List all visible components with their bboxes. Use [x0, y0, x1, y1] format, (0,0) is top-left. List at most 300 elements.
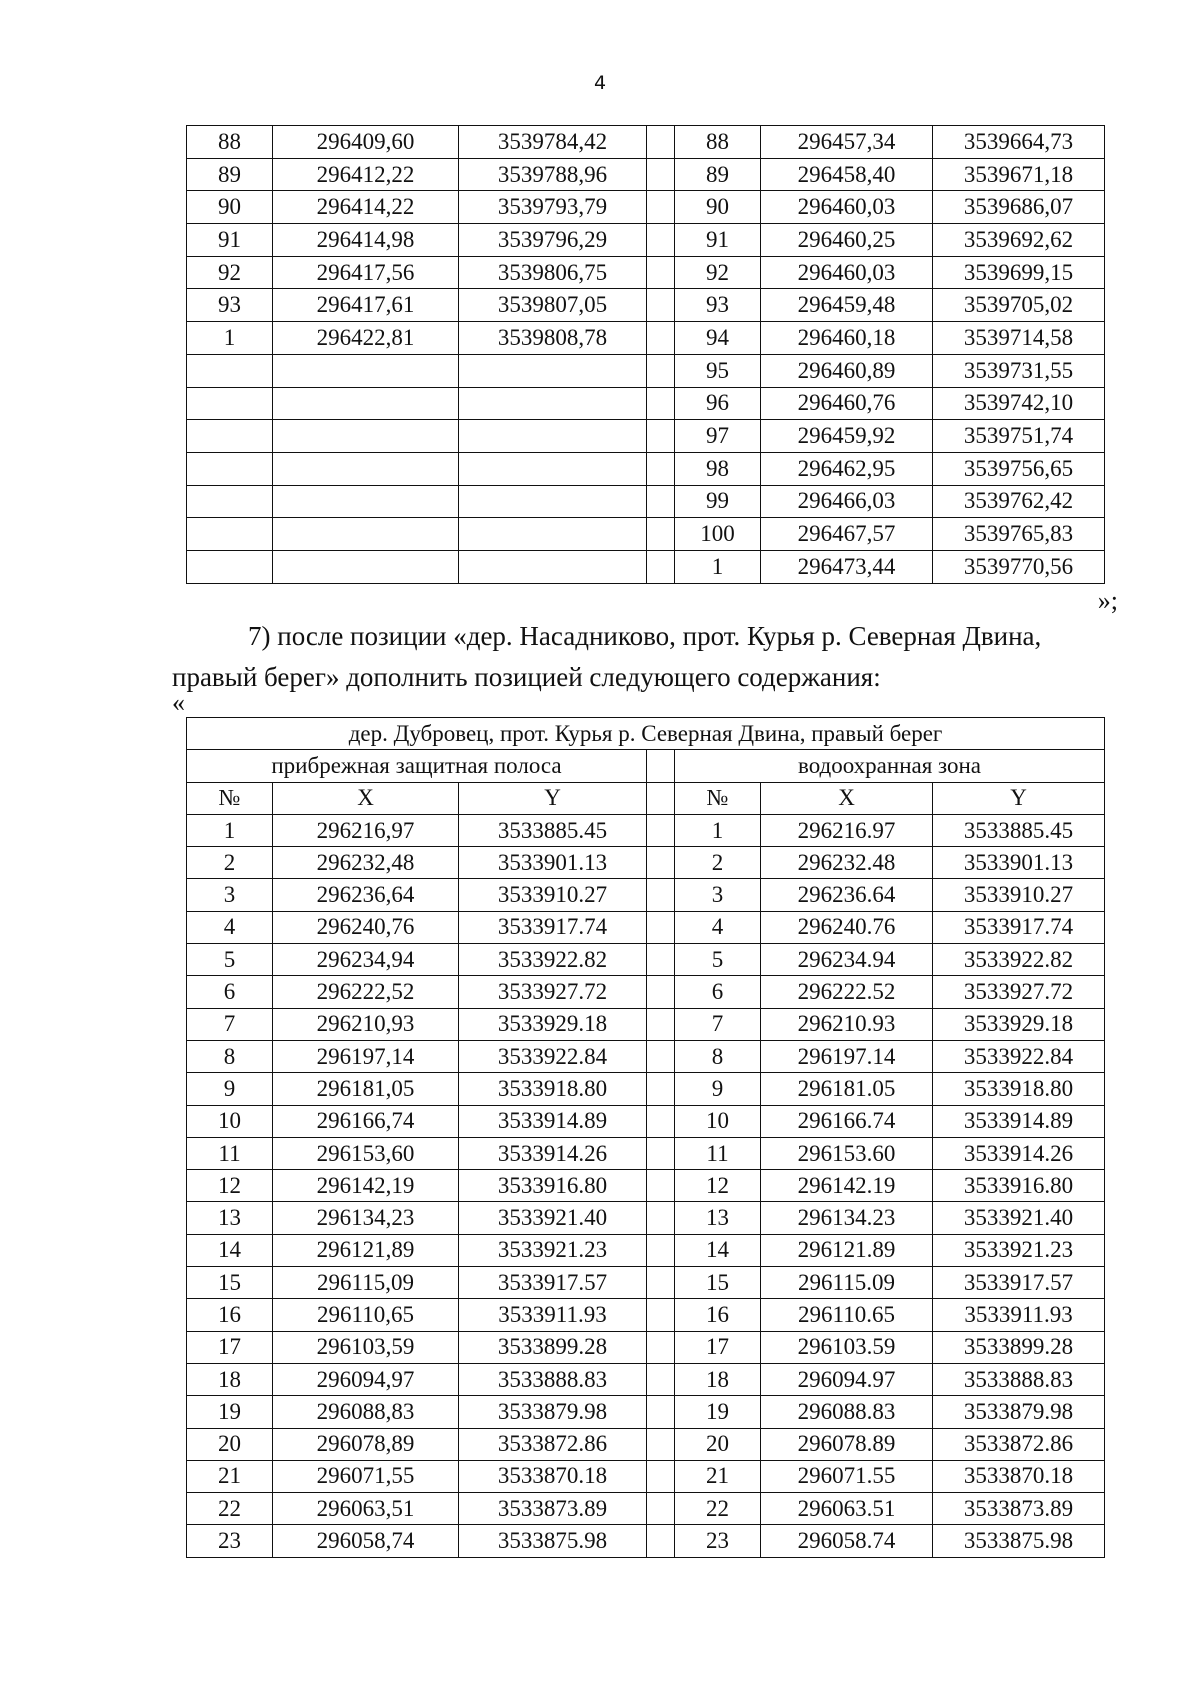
x-coordinate-cell: 296460,03	[761, 256, 933, 289]
table-row	[187, 976, 1105, 1008]
y-coordinate-cell: 3533927.72	[933, 976, 1105, 1008]
gap-cell	[647, 976, 675, 1008]
y-coordinate-cell: 3533885.45	[459, 814, 647, 846]
x-coordinate-cell: 296063.51	[761, 1493, 933, 1525]
x-coordinate-cell: 296094,97	[273, 1363, 459, 1395]
point-number-cell: 6	[675, 976, 761, 1008]
y-coordinate-cell	[459, 354, 647, 387]
x-coordinate-cell: 296460,89	[761, 354, 933, 387]
x-coordinate-cell: 296232.48	[761, 847, 933, 879]
y-coordinate-cell	[459, 387, 647, 420]
point-number-cell: 2	[675, 847, 761, 879]
y-coordinate-cell: 3533911.93	[933, 1299, 1105, 1331]
gap-cell	[647, 1299, 675, 1331]
x-coordinate-cell: 296166.74	[761, 1105, 933, 1137]
table-row	[187, 1428, 1105, 1460]
table-row	[187, 1137, 1105, 1169]
x-coordinate-cell: 296412,22	[273, 158, 459, 191]
gap-cell	[647, 1363, 675, 1395]
y-coordinate-cell: 3533888.83	[933, 1363, 1105, 1395]
y-coordinate-cell: 3533879.98	[933, 1396, 1105, 1428]
y-coordinate-cell	[459, 550, 647, 583]
x-coordinate-cell: 296417,56	[273, 256, 459, 289]
point-number-cell: 90	[675, 191, 761, 224]
point-number-cell: 22	[187, 1493, 273, 1525]
y-coordinate-cell: 3539756,65	[933, 452, 1105, 485]
gap-cell	[647, 322, 675, 355]
y-coordinate-cell: 3539714,58	[933, 322, 1105, 355]
point-number-cell: 11	[675, 1137, 761, 1169]
point-number-cell	[187, 387, 273, 420]
x-coordinate-cell: 296216.97	[761, 814, 933, 846]
gap-cell	[647, 485, 675, 518]
table-row	[187, 1493, 1105, 1525]
point-number-cell: 96	[675, 387, 761, 420]
gap-cell	[647, 847, 675, 879]
gap-cell	[647, 879, 675, 911]
coastal-strip-heading: прибрежная защитная полоса	[187, 750, 647, 782]
y-coordinate-cell: 3533872.86	[459, 1428, 647, 1460]
point-number-cell: 95	[675, 354, 761, 387]
point-number-cell: 88	[675, 126, 761, 159]
x-coordinate-cell: 296460,76	[761, 387, 933, 420]
x-coordinate-cell	[273, 452, 459, 485]
gap-cell	[647, 1331, 675, 1363]
x-coordinate-cell: 296422,81	[273, 322, 459, 355]
x-coordinate-cell: 296467,57	[761, 518, 933, 551]
x-coordinate-cell: 296142,19	[273, 1170, 459, 1202]
y-coordinate-cell: 3539731,55	[933, 354, 1105, 387]
x-coordinate-cell: 296121,89	[273, 1234, 459, 1266]
table-row	[187, 1331, 1105, 1363]
point-number-cell: 19	[675, 1396, 761, 1428]
x-coordinate-cell: 296071.55	[761, 1460, 933, 1492]
point-number-cell: 89	[187, 158, 273, 191]
table-row	[187, 550, 1105, 583]
y-coordinate-cell: 3533917.57	[459, 1267, 647, 1299]
x-coordinate-cell: 296078.89	[761, 1428, 933, 1460]
point-number-cell: 91	[187, 224, 273, 257]
x-coordinate-cell: 296460,03	[761, 191, 933, 224]
water-protection-zone-heading: водоохранная зона	[675, 750, 1105, 782]
y-coordinate-cell: 3539699,15	[933, 256, 1105, 289]
x-coordinate-cell: 296462,95	[761, 452, 933, 485]
point-number-cell: 91	[675, 224, 761, 257]
col-x-header: X	[273, 782, 459, 814]
table-row	[187, 289, 1105, 322]
x-coordinate-cell: 296236,64	[273, 879, 459, 911]
x-coordinate-cell: 296414,98	[273, 224, 459, 257]
y-coordinate-cell: 3533870.18	[933, 1460, 1105, 1492]
point-number-cell: 13	[675, 1202, 761, 1234]
y-coordinate-cell: 3533873.89	[459, 1493, 647, 1525]
y-coordinate-cell: 3539806,75	[459, 256, 647, 289]
x-coordinate-cell: 296110.65	[761, 1299, 933, 1331]
x-coordinate-cell: 296457,34	[761, 126, 933, 159]
point-number-cell: 9	[675, 1073, 761, 1105]
x-coordinate-cell: 296110,65	[273, 1299, 459, 1331]
point-number-cell: 5	[187, 944, 273, 976]
point-number-cell: 4	[675, 911, 761, 943]
point-number-cell: 7	[675, 1008, 761, 1040]
point-number-cell: 99	[675, 485, 761, 518]
x-coordinate-cell: 296409,60	[273, 126, 459, 159]
y-coordinate-cell: 3533870.18	[459, 1460, 647, 1492]
gap-cell	[647, 126, 675, 159]
point-number-cell: 7	[187, 1008, 273, 1040]
y-coordinate-cell	[459, 420, 647, 453]
point-number-cell: 21	[187, 1460, 273, 1492]
table-row	[187, 879, 1105, 911]
point-number-cell	[187, 485, 273, 518]
point-number-cell: 15	[187, 1267, 273, 1299]
x-coordinate-cell	[273, 387, 459, 420]
closing-quote: »;	[1097, 586, 1118, 615]
x-coordinate-cell: 296414,22	[273, 191, 459, 224]
x-coordinate-cell: 296103,59	[273, 1331, 459, 1363]
x-coordinate-cell: 296094.97	[761, 1363, 933, 1395]
gap-cell	[647, 1040, 675, 1072]
x-coordinate-cell: 296181.05	[761, 1073, 933, 1105]
x-coordinate-cell: 296058,74	[273, 1525, 459, 1557]
point-number-cell: 22	[675, 1493, 761, 1525]
point-number-cell: 20	[675, 1428, 761, 1460]
point-number-cell: 17	[187, 1331, 273, 1363]
x-coordinate-cell	[273, 354, 459, 387]
y-coordinate-cell: 3533917.74	[933, 911, 1105, 943]
table-row	[187, 1396, 1105, 1428]
y-coordinate-cell: 3533922.82	[933, 944, 1105, 976]
point-number-cell: 6	[187, 976, 273, 1008]
point-number-cell: 94	[675, 322, 761, 355]
gap-cell	[647, 158, 675, 191]
y-coordinate-cell: 3539807,05	[459, 289, 647, 322]
y-coordinate-cell: 3533888.83	[459, 1363, 647, 1395]
opening-quote: «	[172, 688, 185, 717]
y-coordinate-cell: 3533917.57	[933, 1267, 1105, 1299]
point-number-cell: 18	[675, 1363, 761, 1395]
x-coordinate-cell: 296115.09	[761, 1267, 933, 1299]
y-coordinate-cell: 3533873.89	[933, 1493, 1105, 1525]
point-number-cell: 16	[675, 1299, 761, 1331]
x-coordinate-cell: 296210,93	[273, 1008, 459, 1040]
x-coordinate-cell: 296181,05	[273, 1073, 459, 1105]
x-coordinate-cell: 296240.76	[761, 911, 933, 943]
gap-cell	[647, 1493, 675, 1525]
y-coordinate-cell: 3539788,96	[459, 158, 647, 191]
x-coordinate-cell	[273, 518, 459, 551]
x-coordinate-cell: 296240,76	[273, 911, 459, 943]
y-coordinate-cell: 3533921.40	[459, 1202, 647, 1234]
gap-cell	[647, 224, 675, 257]
y-coordinate-cell	[459, 452, 647, 485]
y-coordinate-cell: 3533922.82	[459, 944, 647, 976]
y-coordinate-cell: 3533922.84	[459, 1040, 647, 1072]
point-number-cell: 21	[675, 1460, 761, 1492]
point-number-cell: 8	[675, 1040, 761, 1072]
x-coordinate-cell: 296088.83	[761, 1396, 933, 1428]
y-coordinate-cell: 3539742,10	[933, 387, 1105, 420]
table-row	[187, 1202, 1105, 1234]
x-coordinate-cell: 296232,48	[273, 847, 459, 879]
x-coordinate-cell: 296459,92	[761, 420, 933, 453]
y-coordinate-cell: 3533872.86	[933, 1428, 1105, 1460]
y-coordinate-cell: 3533875.98	[933, 1525, 1105, 1557]
x-coordinate-cell: 296121.89	[761, 1234, 933, 1266]
paragraph-line-1: 7) после позиции «дер. Насадниково, прот. Курья р. Северная Двина,	[248, 621, 1042, 651]
column-header-row	[187, 782, 1105, 814]
point-number-cell: 23	[675, 1525, 761, 1557]
x-coordinate-cell: 296216,97	[273, 814, 459, 846]
y-coordinate-cell: 3533918.80	[933, 1073, 1105, 1105]
x-coordinate-cell: 296115,09	[273, 1267, 459, 1299]
y-coordinate-cell: 3539671,18	[933, 158, 1105, 191]
point-number-cell: 14	[675, 1234, 761, 1266]
point-number-cell: 18	[187, 1363, 273, 1395]
y-coordinate-cell: 3539784,42	[459, 126, 647, 159]
y-coordinate-cell	[459, 518, 647, 551]
y-coordinate-cell: 3533914.26	[933, 1137, 1105, 1169]
table-row	[187, 452, 1105, 485]
gap-cell	[647, 550, 675, 583]
point-number-cell: 97	[675, 420, 761, 453]
point-number-cell: 3	[187, 879, 273, 911]
table-row	[187, 485, 1105, 518]
coordinates-table-continued	[186, 125, 1105, 584]
y-coordinate-cell: 3539692,62	[933, 224, 1105, 257]
y-coordinate-cell: 3533885.45	[933, 814, 1105, 846]
point-number-cell: 15	[675, 1267, 761, 1299]
x-coordinate-cell: 296153,60	[273, 1137, 459, 1169]
col-number-header: №	[675, 782, 761, 814]
gap-cell	[647, 1234, 675, 1266]
point-number-cell: 20	[187, 1428, 273, 1460]
table-row	[187, 1040, 1105, 1072]
table-row	[187, 1234, 1105, 1266]
point-number-cell: 93	[187, 289, 273, 322]
x-coordinate-cell: 296071,55	[273, 1460, 459, 1492]
table-row	[187, 518, 1105, 551]
y-coordinate-cell: 3533901.13	[933, 847, 1105, 879]
x-coordinate-cell: 296234,94	[273, 944, 459, 976]
y-coordinate-cell: 3539793,79	[459, 191, 647, 224]
x-coordinate-cell: 296459,48	[761, 289, 933, 322]
point-number-cell: 89	[675, 158, 761, 191]
point-number-cell: 14	[187, 1234, 273, 1266]
table-row	[187, 1460, 1105, 1492]
point-number-cell: 90	[187, 191, 273, 224]
table-row	[187, 1073, 1105, 1105]
table-row	[187, 944, 1105, 976]
gap-cell	[647, 1396, 675, 1428]
y-coordinate-cell: 3533921.40	[933, 1202, 1105, 1234]
col-y-header: Y	[459, 782, 647, 814]
x-coordinate-cell: 296134.23	[761, 1202, 933, 1234]
x-coordinate-cell: 296466,03	[761, 485, 933, 518]
point-number-cell: 8	[187, 1040, 273, 1072]
gap-cell	[647, 1170, 675, 1202]
x-coordinate-cell: 296058.74	[761, 1525, 933, 1557]
point-number-cell: 2	[187, 847, 273, 879]
point-number-cell: 5	[675, 944, 761, 976]
col-number-header: №	[187, 782, 273, 814]
gap-cell	[647, 1428, 675, 1460]
table-row	[187, 322, 1105, 355]
table-row	[187, 1008, 1105, 1040]
y-coordinate-cell: 3539664,73	[933, 126, 1105, 159]
gap-cell	[647, 750, 675, 782]
gap-cell	[647, 944, 675, 976]
gap-cell	[647, 1073, 675, 1105]
y-coordinate-cell: 3533929.18	[459, 1008, 647, 1040]
table-row	[187, 1299, 1105, 1331]
y-coordinate-cell: 3533910.27	[459, 879, 647, 911]
table-row	[187, 1170, 1105, 1202]
point-number-cell	[187, 518, 273, 551]
y-coordinate-cell: 3533918.80	[459, 1073, 647, 1105]
y-coordinate-cell: 3533911.93	[459, 1299, 647, 1331]
y-coordinate-cell: 3533917.74	[459, 911, 647, 943]
y-coordinate-cell: 3533929.18	[933, 1008, 1105, 1040]
table-row	[187, 1267, 1105, 1299]
y-coordinate-cell: 3539796,29	[459, 224, 647, 257]
point-number-cell: 17	[675, 1331, 761, 1363]
y-coordinate-cell: 3539686,07	[933, 191, 1105, 224]
y-coordinate-cell: 3533899.28	[933, 1331, 1105, 1363]
gap-cell	[647, 1460, 675, 1492]
table-row	[187, 1525, 1105, 1557]
point-number-cell: 1	[675, 814, 761, 846]
x-coordinate-cell: 296460,25	[761, 224, 933, 257]
x-coordinate-cell	[273, 420, 459, 453]
table-title: дер. Дубровец, прот. Курья р. Северная Двина, правый берег	[187, 718, 1105, 750]
x-coordinate-cell: 296234.94	[761, 944, 933, 976]
table-title-row	[187, 718, 1105, 750]
point-number-cell: 92	[187, 256, 273, 289]
y-coordinate-cell: 3533921.23	[459, 1234, 647, 1266]
table-row	[187, 814, 1105, 846]
y-coordinate-cell: 3533899.28	[459, 1331, 647, 1363]
y-coordinate-cell: 3539705,02	[933, 289, 1105, 322]
gap-cell	[647, 911, 675, 943]
page-number: 4	[593, 72, 607, 94]
point-number-cell: 92	[675, 256, 761, 289]
col-y-header: Y	[933, 782, 1105, 814]
table-row	[187, 224, 1105, 257]
x-coordinate-cell	[273, 485, 459, 518]
point-number-cell	[187, 420, 273, 453]
point-number-cell: 16	[187, 1299, 273, 1331]
zone-heading-row	[187, 750, 1105, 782]
y-coordinate-cell: 3533910.27	[933, 879, 1105, 911]
point-number-cell: 93	[675, 289, 761, 322]
gap-cell	[647, 782, 675, 814]
amendment-paragraph	[172, 616, 1118, 698]
y-coordinate-cell: 3539770,56	[933, 550, 1105, 583]
y-coordinate-cell: 3539808,78	[459, 322, 647, 355]
gap-cell	[647, 256, 675, 289]
gap-cell	[647, 387, 675, 420]
col-x-header: X	[761, 782, 933, 814]
y-coordinate-cell: 3533916.80	[933, 1170, 1105, 1202]
y-coordinate-cell: 3533875.98	[459, 1525, 647, 1557]
point-number-cell: 9	[187, 1073, 273, 1105]
gap-cell	[647, 518, 675, 551]
y-coordinate-cell: 3533879.98	[459, 1396, 647, 1428]
gap-cell	[647, 354, 675, 387]
gap-cell	[647, 1008, 675, 1040]
point-number-cell: 19	[187, 1396, 273, 1428]
x-coordinate-cell: 296166,74	[273, 1105, 459, 1137]
gap-cell	[647, 1137, 675, 1169]
table-row	[187, 911, 1105, 943]
y-coordinate-cell: 3539751,74	[933, 420, 1105, 453]
point-number-cell: 88	[187, 126, 273, 159]
table-row	[187, 354, 1105, 387]
x-coordinate-cell: 296210.93	[761, 1008, 933, 1040]
point-number-cell: 100	[675, 518, 761, 551]
point-number-cell	[187, 354, 273, 387]
x-coordinate-cell: 296222.52	[761, 976, 933, 1008]
table-row	[187, 191, 1105, 224]
gap-cell	[647, 289, 675, 322]
x-coordinate-cell: 296142.19	[761, 1170, 933, 1202]
x-coordinate-cell: 296063,51	[273, 1493, 459, 1525]
y-coordinate-cell: 3539762,42	[933, 485, 1105, 518]
table-row	[187, 1105, 1105, 1137]
x-coordinate-cell: 296417,61	[273, 289, 459, 322]
point-number-cell: 4	[187, 911, 273, 943]
y-coordinate-cell: 3539765,83	[933, 518, 1105, 551]
gap-cell	[647, 191, 675, 224]
x-coordinate-cell: 296153.60	[761, 1137, 933, 1169]
gap-cell	[647, 1105, 675, 1137]
table-row	[187, 126, 1105, 159]
y-coordinate-cell: 3533914.26	[459, 1137, 647, 1169]
y-coordinate-cell: 3533916.80	[459, 1170, 647, 1202]
x-coordinate-cell: 296473,44	[761, 550, 933, 583]
x-coordinate-cell: 296103.59	[761, 1331, 933, 1363]
x-coordinate-cell: 296458,40	[761, 158, 933, 191]
point-number-cell: 10	[187, 1105, 273, 1137]
point-number-cell: 10	[675, 1105, 761, 1137]
table-row	[187, 256, 1105, 289]
y-coordinate-cell: 3533914.89	[459, 1105, 647, 1137]
y-coordinate-cell: 3533914.89	[933, 1105, 1105, 1137]
x-coordinate-cell: 296197,14	[273, 1040, 459, 1072]
point-number-cell: 3	[675, 879, 761, 911]
point-number-cell: 1	[187, 814, 273, 846]
point-number-cell: 12	[187, 1170, 273, 1202]
gap-cell	[647, 1202, 675, 1234]
point-number-cell: 12	[675, 1170, 761, 1202]
point-number-cell	[187, 452, 273, 485]
y-coordinate-cell	[459, 485, 647, 518]
point-number-cell: 23	[187, 1525, 273, 1557]
point-number-cell: 1	[675, 550, 761, 583]
y-coordinate-cell: 3533922.84	[933, 1040, 1105, 1072]
table-row	[187, 1363, 1105, 1395]
x-coordinate-cell: 296134,23	[273, 1202, 459, 1234]
point-number-cell: 1	[187, 322, 273, 355]
table-row	[187, 158, 1105, 191]
paragraph-line-2: правый берег» дополнить позицией следующего содержания:	[172, 662, 881, 692]
point-number-cell: 13	[187, 1202, 273, 1234]
table-row	[187, 847, 1105, 879]
point-number-cell	[187, 550, 273, 583]
coordinates-table-dubrovets	[186, 717, 1105, 1558]
point-number-cell: 11	[187, 1137, 273, 1169]
